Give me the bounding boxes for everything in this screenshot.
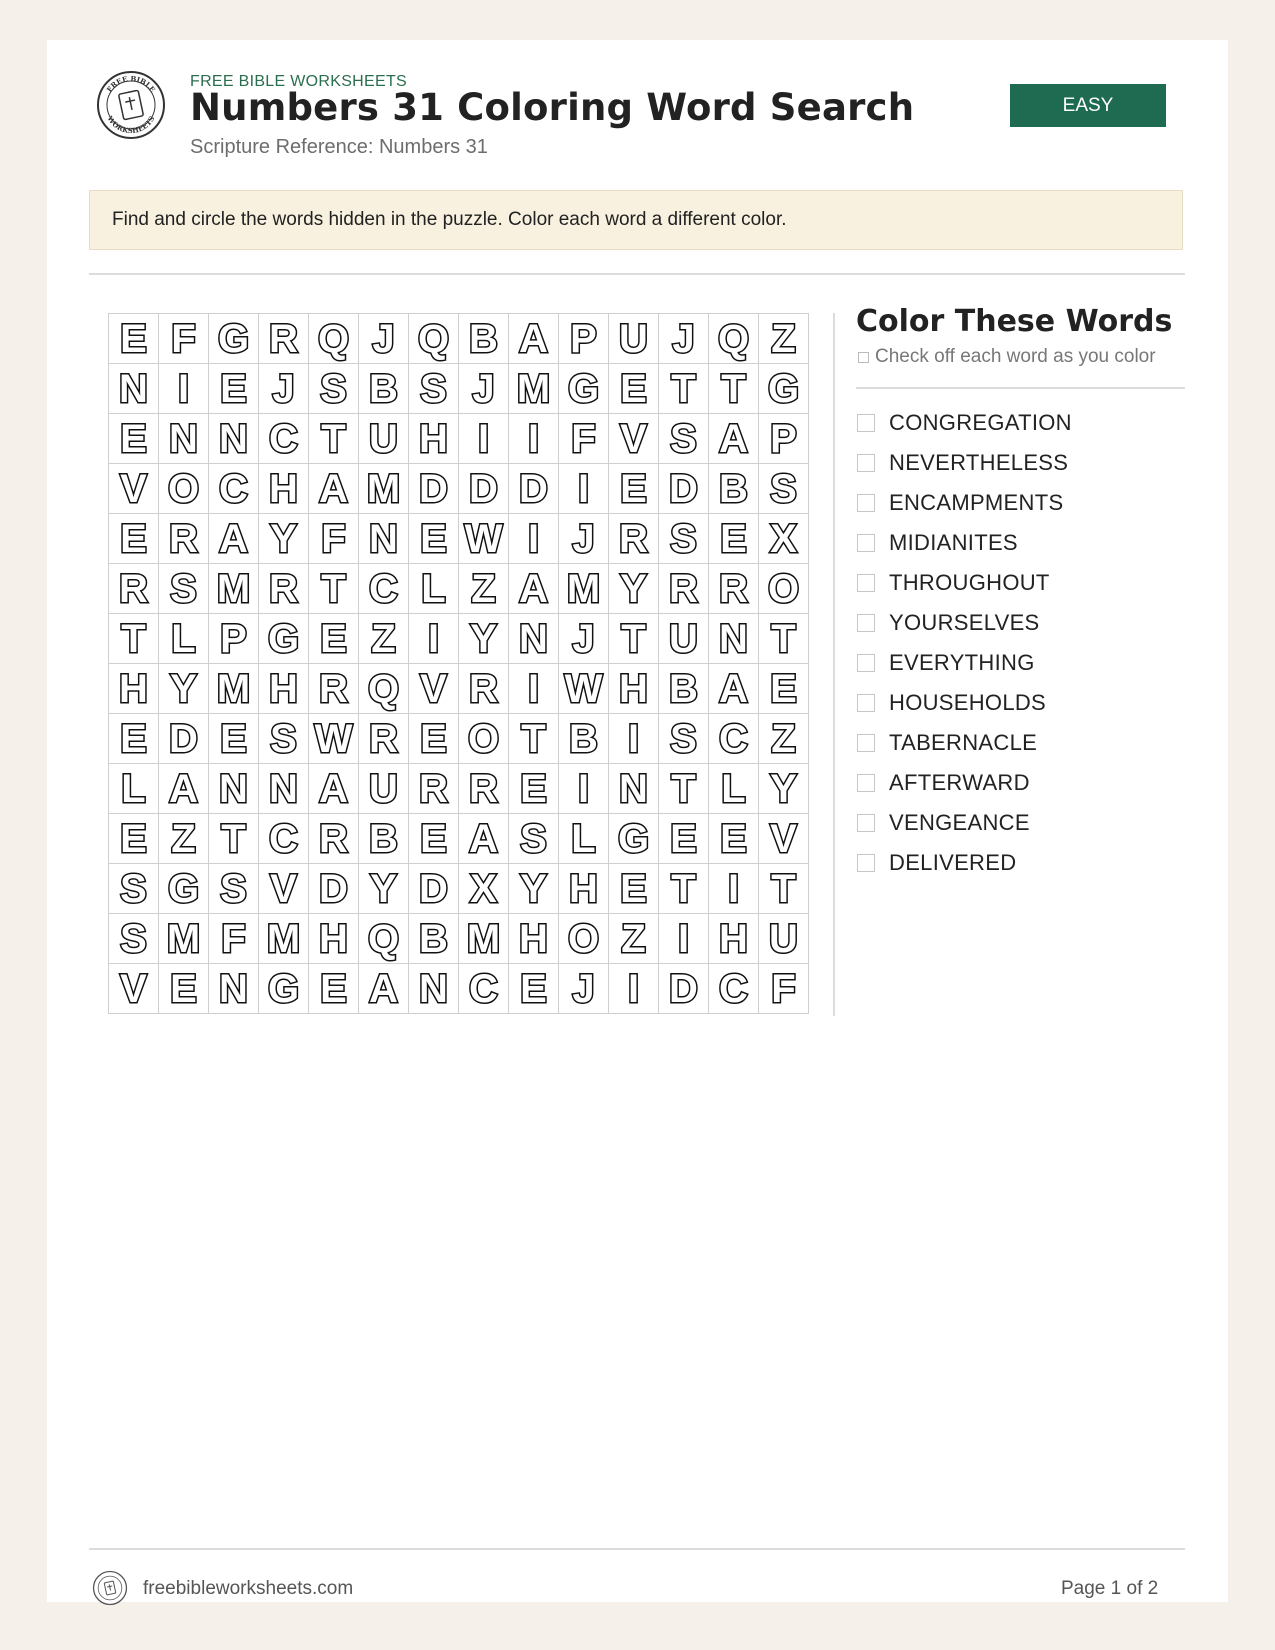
- grid-letter[interactable]: H: [559, 864, 609, 914]
- grid-letter[interactable]: E: [609, 364, 659, 414]
- grid-letter[interactable]: T: [659, 764, 709, 814]
- grid-letter[interactable]: C: [209, 464, 259, 514]
- word-checkbox[interactable]: [857, 734, 875, 752]
- grid-letter[interactable]: N: [109, 364, 159, 414]
- grid-letter[interactable]: R: [309, 814, 359, 864]
- grid-letter[interactable]: H: [109, 664, 159, 714]
- grid-letter[interactable]: C: [459, 964, 509, 1014]
- grid-letter[interactable]: L: [559, 814, 609, 864]
- grid-letter[interactable]: R: [259, 314, 309, 364]
- grid-letter[interactable]: T: [209, 814, 259, 864]
- grid-letter[interactable]: R: [459, 664, 509, 714]
- grid-letter[interactable]: J: [259, 364, 309, 414]
- grid-letter[interactable]: Z: [759, 714, 809, 764]
- grid-letter[interactable]: C: [709, 964, 759, 1014]
- grid-letter[interactable]: Q: [709, 314, 759, 364]
- grid-letter[interactable]: R: [459, 764, 509, 814]
- brand-name: FREE BIBLE WORKSHEETS: [190, 73, 408, 90]
- word-label: AFTERWARD: [889, 770, 1030, 795]
- grid-letter[interactable]: G: [259, 614, 309, 664]
- word-label: THROUGHOUT: [889, 570, 1050, 595]
- word-label: EVERYTHING: [889, 650, 1035, 675]
- word-list-item: [856, 763, 1072, 803]
- word-list-divider: [856, 387, 1185, 389]
- grid-letter[interactable]: A: [309, 764, 359, 814]
- word-list-item: [856, 643, 1072, 683]
- grid-letter[interactable]: D: [409, 864, 459, 914]
- word-checkbox[interactable]: [857, 494, 875, 512]
- grid-letter[interactable]: D: [459, 464, 509, 514]
- grid-letter[interactable]: J: [659, 314, 709, 364]
- grid-letter[interactable]: N: [359, 514, 409, 564]
- word-checkbox[interactable]: [857, 774, 875, 792]
- grid-letter[interactable]: T: [759, 614, 809, 664]
- word-checkbox[interactable]: [857, 814, 875, 832]
- grid-letter[interactable]: P: [559, 314, 609, 364]
- grid-letter[interactable]: I: [609, 714, 659, 764]
- grid-letter[interactable]: N: [259, 764, 309, 814]
- grid-letter[interactable]: E: [109, 814, 159, 864]
- grid-letter[interactable]: S: [109, 864, 159, 914]
- grid-letter[interactable]: N: [709, 614, 759, 664]
- grid-letter[interactable]: F: [559, 414, 609, 464]
- grid-letter[interactable]: T: [659, 364, 709, 414]
- grid-letter[interactable]: P: [759, 414, 809, 464]
- word-checkbox[interactable]: [857, 454, 875, 472]
- grid-letter[interactable]: A: [709, 414, 759, 464]
- grid-letter[interactable]: S: [659, 714, 709, 764]
- logo-text-bottom: WORKSHEETS: [105, 114, 157, 136]
- grid-letter[interactable]: E: [409, 814, 459, 864]
- instructions-box: [89, 190, 1183, 250]
- grid-letter[interactable]: W: [459, 514, 509, 564]
- grid-letter[interactable]: Q: [309, 314, 359, 364]
- grid-letter[interactable]: O: [159, 464, 209, 514]
- footer-divider: [89, 1548, 1185, 1550]
- grid-letter[interactable]: H: [609, 664, 659, 714]
- grid-letter[interactable]: T: [309, 414, 359, 464]
- grid-letter[interactable]: A: [709, 664, 759, 714]
- grid-letter[interactable]: X: [459, 864, 509, 914]
- word-label: TABERNACLE: [889, 730, 1038, 755]
- grid-letter[interactable]: W: [559, 664, 609, 714]
- grid-letter[interactable]: T: [309, 564, 359, 614]
- word-list-item: [856, 483, 1072, 523]
- grid-letter[interactable]: D: [659, 964, 709, 1014]
- grid-letter[interactable]: M: [209, 564, 259, 614]
- grid-letter[interactable]: E: [209, 714, 259, 764]
- grid-letter[interactable]: S: [259, 714, 309, 764]
- grid-letter[interactable]: N: [609, 764, 659, 814]
- word-list-title: Color These Words: [856, 304, 1173, 339]
- grid-letter[interactable]: D: [309, 864, 359, 914]
- grid-letter[interactable]: J: [559, 964, 609, 1014]
- grid-letter[interactable]: B: [659, 664, 709, 714]
- word-label: YOURSELVES: [889, 610, 1040, 635]
- logo-text-top: FREE BIBLE: [104, 73, 158, 94]
- grid-letter[interactable]: J: [559, 514, 609, 564]
- word-search-grid: [108, 313, 809, 1014]
- grid-letter[interactable]: W: [309, 714, 359, 764]
- grid-letter[interactable]: E: [709, 814, 759, 864]
- grid-letter[interactable]: U: [359, 764, 409, 814]
- grid-letter[interactable]: I: [609, 964, 659, 1014]
- grid-letter[interactable]: T: [509, 714, 559, 764]
- grid-letter[interactable]: R: [259, 564, 309, 614]
- word-checkbox[interactable]: [857, 574, 875, 592]
- grid-letter[interactable]: V: [109, 464, 159, 514]
- word-label: HOUSEHOLDS: [889, 690, 1047, 715]
- grid-letter[interactable]: B: [559, 714, 609, 764]
- grid-letter[interactable]: C: [709, 714, 759, 764]
- word-checkbox[interactable]: [857, 694, 875, 712]
- grid-letter[interactable]: N: [509, 614, 559, 664]
- grid-letter[interactable]: E: [109, 414, 159, 464]
- grid-letter[interactable]: G: [159, 864, 209, 914]
- word-list-item: [856, 563, 1072, 603]
- grid-letter[interactable]: E: [109, 514, 159, 564]
- grid-letter[interactable]: M: [509, 364, 559, 414]
- word-list-subtitle-text: Check off each word as you color: [875, 346, 1156, 367]
- grid-letter[interactable]: B: [359, 814, 409, 864]
- grid-letter[interactable]: R: [109, 564, 159, 614]
- grid-letter[interactable]: L: [409, 564, 459, 614]
- grid-letter[interactable]: E: [209, 364, 259, 414]
- grid-letter[interactable]: Y: [509, 864, 559, 914]
- grid-letter[interactable]: M: [359, 464, 409, 514]
- grid-letter[interactable]: U: [359, 414, 409, 464]
- grid-letter[interactable]: X: [759, 514, 809, 564]
- grid-letter[interactable]: A: [159, 764, 209, 814]
- grid-letter[interactable]: E: [759, 664, 809, 714]
- grid-letter[interactable]: R: [709, 564, 759, 614]
- grid-letter[interactable]: Q: [409, 314, 459, 364]
- grid-letter[interactable]: E: [609, 864, 659, 914]
- grid-letter[interactable]: M: [559, 564, 609, 614]
- grid-letter[interactable]: R: [609, 514, 659, 564]
- grid-letter[interactable]: S: [159, 564, 209, 614]
- grid-letter[interactable]: B: [459, 314, 509, 364]
- bible-logo-icon: [96, 70, 166, 140]
- checkbox-icon: [858, 352, 869, 363]
- grid-letter[interactable]: R: [309, 664, 359, 714]
- grid-letter[interactable]: Y: [159, 664, 209, 714]
- grid-letter[interactable]: C: [259, 814, 309, 864]
- word-list-item: [856, 443, 1072, 483]
- grid-letter[interactable]: I: [159, 364, 209, 414]
- grid-letter[interactable]: M: [159, 914, 209, 964]
- grid-letter[interactable]: L: [109, 764, 159, 814]
- grid-letter[interactable]: N: [209, 414, 259, 464]
- grid-letter[interactable]: Z: [759, 314, 809, 364]
- worksheet-page: [47, 40, 1228, 1602]
- grid-letter[interactable]: Q: [359, 664, 409, 714]
- grid-letter[interactable]: F: [309, 514, 359, 564]
- grid-letter[interactable]: H: [259, 664, 309, 714]
- grid-letter[interactable]: R: [409, 764, 459, 814]
- grid-letter[interactable]: V: [109, 964, 159, 1014]
- grid-letter[interactable]: A: [509, 564, 559, 614]
- grid-letter[interactable]: E: [659, 814, 709, 864]
- grid-letter[interactable]: O: [759, 564, 809, 614]
- grid-letter[interactable]: D: [409, 464, 459, 514]
- grid-letter[interactable]: D: [659, 464, 709, 514]
- word-checkbox[interactable]: [857, 854, 875, 872]
- grid-letter[interactable]: H: [309, 914, 359, 964]
- grid-letter[interactable]: H: [709, 914, 759, 964]
- word-label: VENGEANCE: [889, 810, 1030, 835]
- word-label: DELIVERED: [889, 850, 1017, 875]
- grid-letter[interactable]: E: [509, 964, 559, 1014]
- grid-letter[interactable]: S: [759, 464, 809, 514]
- grid-letter[interactable]: Y: [609, 564, 659, 614]
- grid-letter[interactable]: G: [259, 964, 309, 1014]
- grid-letter[interactable]: I: [559, 764, 609, 814]
- grid-letter[interactable]: A: [309, 464, 359, 514]
- grid-letter[interactable]: S: [409, 364, 459, 414]
- grid-letter[interactable]: H: [259, 464, 309, 514]
- grid-letter[interactable]: I: [559, 464, 609, 514]
- grid-letter[interactable]: A: [509, 314, 559, 364]
- grid-letter[interactable]: S: [659, 414, 709, 464]
- grid-letter[interactable]: A: [459, 814, 509, 864]
- grid-letter[interactable]: Z: [359, 614, 409, 664]
- grid-letter[interactable]: J: [459, 364, 509, 414]
- grid-letter[interactable]: D: [509, 464, 559, 514]
- grid-letter[interactable]: D: [159, 714, 209, 764]
- vertical-divider: [833, 313, 835, 1016]
- grid-letter[interactable]: E: [409, 514, 459, 564]
- grid-letter[interactable]: M: [209, 664, 259, 714]
- grid-letter[interactable]: E: [109, 314, 159, 364]
- grid-letter[interactable]: B: [709, 464, 759, 514]
- grid-letter[interactable]: T: [609, 614, 659, 664]
- grid-letter[interactable]: Z: [459, 564, 509, 614]
- word-list-item: [856, 723, 1072, 763]
- grid-letter[interactable]: A: [359, 964, 409, 1014]
- grid-letter[interactable]: J: [559, 614, 609, 664]
- grid-letter[interactable]: Y: [759, 764, 809, 814]
- divider: [89, 273, 1185, 275]
- grid-letter[interactable]: I: [459, 414, 509, 464]
- word-list-item: [856, 683, 1072, 723]
- word-label: ENCAMPMENTS: [889, 490, 1064, 515]
- grid-letter[interactable]: Y: [359, 864, 409, 914]
- grid-letter[interactable]: S: [209, 864, 259, 914]
- grid-letter[interactable]: C: [259, 414, 309, 464]
- grid-letter[interactable]: F: [159, 314, 209, 364]
- word-list-item: [856, 803, 1072, 843]
- grid-letter[interactable]: Q: [359, 914, 409, 964]
- grid-letter[interactable]: Y: [459, 614, 509, 664]
- grid-letter[interactable]: Y: [259, 514, 309, 564]
- word-checkbox[interactable]: [857, 534, 875, 552]
- grid-letter[interactable]: E: [609, 464, 659, 514]
- grid-letter[interactable]: H: [409, 414, 459, 464]
- word-list-item: [856, 603, 1072, 643]
- grid-letter[interactable]: T: [759, 864, 809, 914]
- grid-letter[interactable]: S: [509, 814, 559, 864]
- grid-letter[interactable]: E: [109, 714, 159, 764]
- grid-letter[interactable]: A: [209, 514, 259, 564]
- grid-letter[interactable]: E: [309, 614, 359, 664]
- grid-letter[interactable]: E: [409, 714, 459, 764]
- word-checkbox[interactable]: [857, 654, 875, 672]
- grid-letter[interactable]: Z: [159, 814, 209, 864]
- grid-letter[interactable]: V: [259, 864, 309, 914]
- grid-letter[interactable]: I: [409, 614, 459, 664]
- grid-letter[interactable]: M: [459, 914, 509, 964]
- scripture-reference: Scripture Reference: Numbers 31: [190, 136, 488, 158]
- footer-website: freebibleworksheets.com: [143, 1578, 354, 1599]
- word-checkbox[interactable]: [857, 614, 875, 632]
- grid-letter[interactable]: S: [109, 914, 159, 964]
- grid-letter[interactable]: U: [609, 314, 659, 364]
- grid-letter[interactable]: N: [409, 964, 459, 1014]
- instructions-text: Find and circle the words hidden in the puzzle. Color each word a different color.: [112, 209, 787, 230]
- word-label: CONGREGATION: [889, 410, 1072, 435]
- grid-letter[interactable]: Z: [609, 914, 659, 964]
- grid-letter[interactable]: N: [159, 414, 209, 464]
- grid-letter[interactable]: U: [759, 914, 809, 964]
- grid-letter[interactable]: G: [209, 314, 259, 364]
- grid-letter[interactable]: O: [459, 714, 509, 764]
- grid-letter[interactable]: E: [309, 964, 359, 1014]
- word-label: MIDIANITES: [889, 530, 1018, 555]
- grid-letter[interactable]: C: [359, 564, 409, 614]
- grid-letter[interactable]: G: [759, 364, 809, 414]
- word-list-item: [856, 523, 1072, 563]
- word-list-subtitle: [858, 346, 1156, 368]
- grid-letter[interactable]: I: [509, 514, 559, 564]
- grid-letter[interactable]: F: [209, 914, 259, 964]
- grid-letter[interactable]: R: [659, 564, 709, 614]
- grid-letter[interactable]: G: [609, 814, 659, 864]
- grid-letter[interactable]: F: [759, 964, 809, 1014]
- grid-letter[interactable]: U: [659, 614, 709, 664]
- grid-letter[interactable]: N: [209, 764, 259, 814]
- grid-letter[interactable]: M: [259, 914, 309, 964]
- word-list-item: [856, 403, 1072, 443]
- grid-letter[interactable]: V: [409, 664, 459, 714]
- grid-letter[interactable]: E: [509, 764, 559, 814]
- grid-letter[interactable]: E: [159, 964, 209, 1014]
- grid-letter[interactable]: N: [209, 964, 259, 1014]
- page-number: Page 1 of 2: [1061, 1578, 1159, 1599]
- footer-logo-icon: [92, 1570, 128, 1606]
- grid-letter[interactable]: R: [159, 514, 209, 564]
- grid-letter[interactable]: P: [209, 614, 259, 664]
- grid-letter[interactable]: T: [709, 364, 759, 414]
- word-list: [856, 403, 1072, 883]
- grid-letter[interactable]: B: [409, 914, 459, 964]
- grid-letter[interactable]: I: [509, 664, 559, 714]
- grid-letter[interactable]: B: [359, 364, 409, 414]
- grid-letter[interactable]: I: [509, 414, 559, 464]
- grid-letter[interactable]: V: [759, 814, 809, 864]
- grid-letter[interactable]: I: [659, 914, 709, 964]
- word-checkbox[interactable]: [857, 414, 875, 432]
- grid-letter[interactable]: O: [559, 914, 609, 964]
- grid-letter[interactable]: L: [709, 764, 759, 814]
- grid-letter[interactable]: E: [709, 514, 759, 564]
- grid-letter[interactable]: J: [359, 314, 409, 364]
- grid-letter[interactable]: R: [359, 714, 409, 764]
- word-list-item: [856, 843, 1072, 883]
- grid-letter[interactable]: L: [159, 614, 209, 664]
- word-label: NEVERTHELESS: [889, 450, 1069, 475]
- grid-letter[interactable]: T: [109, 614, 159, 664]
- difficulty-badge: EASY: [1010, 84, 1166, 127]
- grid-letter[interactable]: G: [559, 364, 609, 414]
- grid-letter[interactable]: T: [659, 864, 709, 914]
- grid-letter[interactable]: S: [309, 364, 359, 414]
- grid-letter[interactable]: I: [709, 864, 759, 914]
- page-title: Numbers 31 Coloring Word Search: [190, 86, 915, 129]
- grid-letter[interactable]: S: [659, 514, 709, 564]
- grid-letter[interactable]: H: [509, 914, 559, 964]
- grid-letter[interactable]: V: [609, 414, 659, 464]
